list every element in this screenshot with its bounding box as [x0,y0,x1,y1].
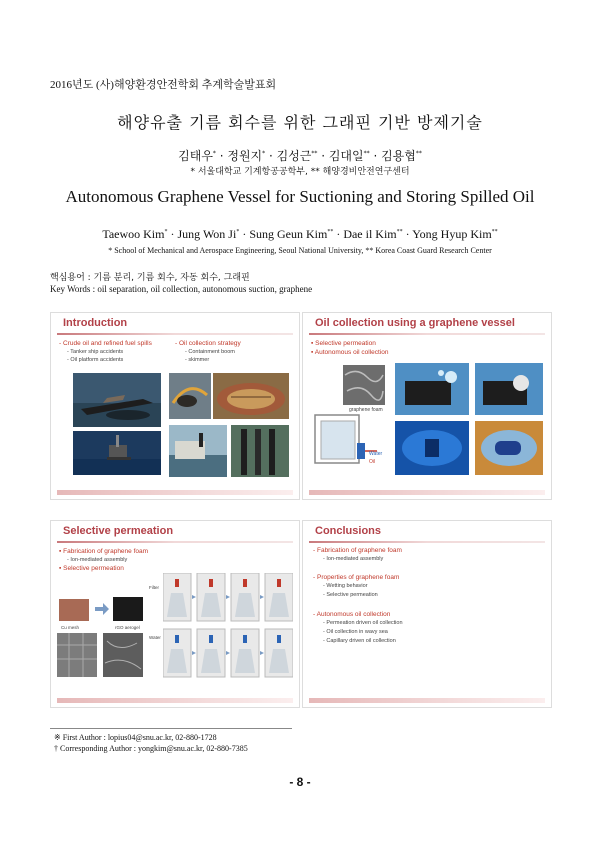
sub-bullet: - Containment boom [185,349,235,355]
permeation-photo-before [395,363,469,415]
sub-bullet: - skimmer [185,357,210,363]
title-english: Autonomous Graphene Vessel for Suctioning and Storing Spilled Oil [65,187,535,206]
slide-title: Introduction [63,317,128,329]
bullet: ▪ Fabrication of graphene foam [59,548,149,555]
skimmer-vessel-photo [169,425,227,477]
affiliation-korean: * 서울대학교 기계항공공학부, ** 해양경비안전연구센터 [190,167,410,177]
oil-platform-photo [73,431,161,475]
cu-mesh-photo [59,599,89,621]
label-filter: Filter [149,585,159,590]
sub-bullet: - Ion-mediated assembly [67,557,128,563]
sub-bullet: - Capillary driven oil collection [323,638,396,644]
conference-header: 2016년도 (사)해양환경안전학회 추계학술발표회 [50,79,277,91]
keywords-korean: 핵심용어 : 기름 분리, 기름 회수, 자동 회수, 그래핀 [50,273,250,283]
author-ko: 김성근 [276,149,312,163]
title-korean: 해양유출 기름 회수를 위한 그래핀 기반 방제기술 [117,113,483,132]
slide-conclusions [302,520,552,708]
affiliation-english: * School of Mechanical and Aerospace Engineering, Seoul National University, ** Korea Coast Guard Research Center [108,246,492,255]
author-ko: 김용협 [381,149,416,163]
arrow-icon [95,601,109,617]
sem-image-cu-mesh [57,633,97,677]
label-water: Water [369,451,383,457]
slide-title: Oil collection using a graphene vessel [315,317,515,329]
sub-bullet: - Oil collection in wavy sea [323,629,388,635]
footnote-first-author: ※ First Author : lopius04@snu.ac.kr, 02-880-1728 [54,733,217,742]
autonomous-collection-photo-2 [475,421,543,475]
sem-image-rgo [103,633,143,677]
permeation-sequence-photos [163,573,293,683]
rgo-aerogel-photo [113,597,143,621]
label-graphene-foam: graphene foam [349,407,383,413]
skimmer-boat-photo [213,373,289,419]
authors-english: Taewoo Kim* · Jung Won Ji* · Sung Geun Kim** · Dae il Kim** · Yong Hyup Kim** [102,227,498,241]
author-ko: 김태우 [178,149,213,163]
sub-bullet: - Permeation driven oil collection [323,620,403,626]
sub-bullet: - Tanker ship accidents [67,349,124,355]
slide-oil-collection [302,312,552,500]
graphene-foam-sem-image [343,365,385,405]
slide-title: Selective permeation [63,525,174,537]
sub-bullet: - Selective permeation [323,592,378,598]
slide-selective-permeation [50,520,300,708]
label-rgo-aerogel: rGO aerogel [115,625,140,630]
label-oil: Oil [369,459,376,465]
bullet: - Fabrication of graphene foam [313,547,402,554]
author-ko: 정원지 [227,149,263,163]
bullet: - Oil collection strategy [175,340,241,347]
label-water: Water [149,635,161,640]
keywords-english: Key Words : oil separation, oil collection, autonomous suction, graphene [50,284,313,294]
footnote-divider [50,728,292,729]
bullet: - Autonomous oil collection [313,611,391,618]
bullet: ▪ Selective permeation [59,565,124,572]
author-en: Yong Hyup Kim [412,227,492,241]
author-en: Taewoo Kim [102,227,165,241]
authors-korean: 김태우* · 정원지* · 김성근** · 김대일** · 김용협** [178,149,422,163]
bullet: ▪ Selective permeation [311,340,376,347]
tanker-spill-photo [73,373,161,427]
containment-boom-photo [169,373,211,419]
page-number: - 8 - [289,775,311,789]
sub-bullet: - Wetting behavior [323,583,368,589]
bullet: - Crude oil and refined fuel spills [59,340,152,347]
oil-skimmer-close-photo [231,425,289,477]
label-cu-mesh: Cu mesh [61,625,80,630]
author-en: Sung Geun Kim [249,227,328,241]
author-en: Jung Won Ji [177,227,237,241]
slide-title: Conclusions [315,525,382,537]
permeation-photo-after [475,363,543,415]
autonomous-collection-photo-1 [395,421,469,475]
slide-introduction [50,312,300,500]
author-ko: 김대일 [328,149,364,163]
author-en: Dae il Kim [343,227,397,241]
bullet: - Properties of graphene foam [313,574,400,581]
bullet: ▪ Autonomous oil collection [311,349,389,356]
footnote-corresponding-author: † Corresponding Author : yongkim@snu.ac.kr, 02-880-7385 [54,744,248,753]
sub-bullet: - Ion-mediated assembly [323,556,384,562]
sub-bullet: - Oil platform accidents [67,357,124,363]
